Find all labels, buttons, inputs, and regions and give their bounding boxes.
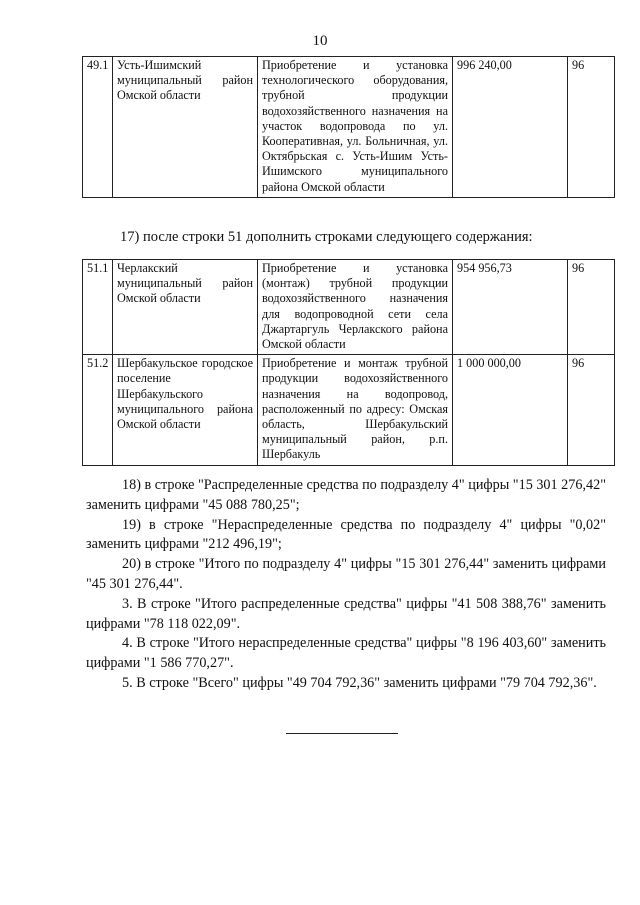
row-organization: Черлакский муниципальный район Омской области — [113, 260, 258, 355]
row-number: 49.1 — [83, 57, 113, 198]
row-percent: 96 — [568, 57, 615, 198]
row-amount: 954 956,73 — [453, 260, 568, 355]
amendment-paragraphs — [86, 476, 606, 694]
table-new-rows — [82, 259, 615, 466]
row-percent: 96 — [568, 260, 615, 355]
paragraph-3: 3. В строке "Итого распределенные средства" цифры "41 508 388,76" заменить цифрами "78 118 022,09". — [86, 595, 606, 632]
row-amount: 1 000 000,00 — [453, 355, 568, 465]
table-row — [83, 355, 615, 465]
end-divider — [286, 733, 398, 734]
paragraph-20: 20) в строке "Итого по подразделу 4" цифры "15 301 276,44" заменить цифрами "45 301 276,44". — [86, 556, 606, 592]
row-description: Приобретение и монтаж трубной продукции водохозяйственного назначения на водопровод, расположенный по адресу: Омская область, Шербакульский муниципальный район, р.п. Шербакуль — [258, 355, 453, 465]
page-number: 10 — [312, 33, 328, 49]
row-number: 51.2 — [83, 355, 113, 465]
row-percent: 96 — [568, 355, 615, 465]
table-row — [83, 57, 615, 198]
item-17-text: 17) после строки 51 дополнить строками следующего содержания: — [120, 229, 533, 245]
row-description: Приобретение и установка (монтаж) трубной продукции водохозяйственного назначения для водопроводной сети села Джартаргуль Черлакского района Омской области — [258, 260, 453, 355]
row-organization: Шербакульское городское поселение Шербакульского муниципального района Омской области — [113, 355, 258, 465]
row-organization: Усть-Ишимский муниципальный район Омской области — [113, 57, 258, 198]
paragraph-19: 19) в строке "Нераспределенные средства по подразделу 4" цифры "0,02" заменить цифрами "212 496,19"; — [86, 516, 606, 553]
paragraph-5: 5. В строке "Всего" цифры "49 704 792,36" заменить цифрами "79 704 792,36". — [122, 674, 597, 691]
paragraph-4: 4. В строке "Итого нераспределенные средства" цифры "8 196 403,60" заменить цифрами "1 586 770,27". — [86, 635, 606, 672]
paragraph-18: 18) в строке "Распределенные средства по подразделу 4" цифры "15 301 276,42" заменить цифрами "45 088 780,25"; — [86, 477, 606, 513]
row-description: Приобретение и установка технологического оборудования, трубной продукции водохозяйственного назначения на участок водопровода по ул. Кооперативная, ул. Больничная, ул. Октябрьская с. Усть-Ишим Усть-Ишимского муниципального района Омской области — [258, 57, 453, 198]
table-row — [83, 260, 615, 355]
table-row-49-1 — [82, 56, 615, 198]
row-amount: 996 240,00 — [453, 57, 568, 198]
row-number: 51.1 — [83, 260, 113, 355]
